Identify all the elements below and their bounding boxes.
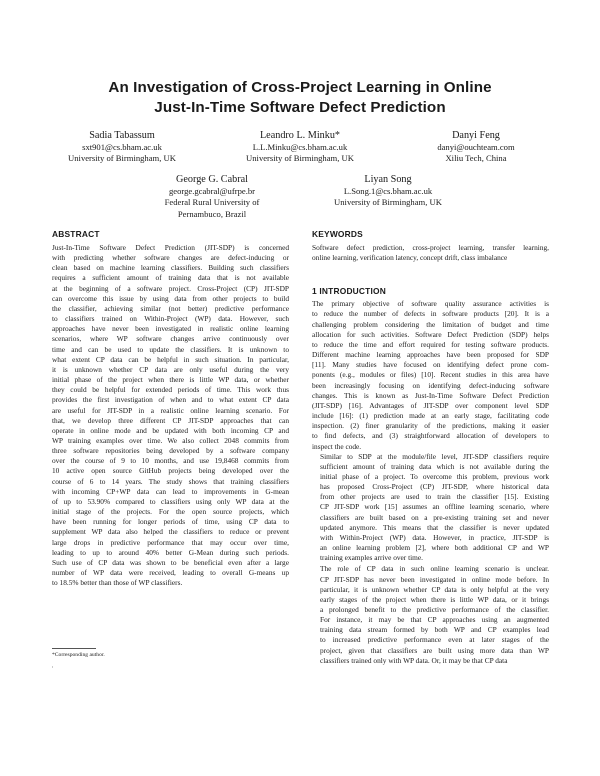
text-line: the classifier, achieving similar (not better) predictive performance <box>52 303 289 313</box>
author-block <box>318 173 458 209</box>
author-affiliation: University of Birmingham, UK <box>68 153 176 164</box>
text-line: Such use of CP data was shown to be beneficial even after a large <box>52 557 289 567</box>
text-line: course of 6 to 14 years. The study shows that training classifiers <box>52 476 289 486</box>
text-line: from other projects are used to train the classifier [15]. Existing <box>320 492 549 502</box>
text-line: initial stage of the projects. For the open source projects, which <box>52 507 289 517</box>
text-line: allocation for such activities. Software Defect Prediction (SDP) helps <box>312 329 549 339</box>
text-line: it is unknown whether CP data are only useful during the very <box>52 364 289 374</box>
text-line: a prolonged benefit to the predictive performance of the classifier. <box>320 605 549 614</box>
text-line: The role of CP data in such online learning scenario is unclear. <box>320 564 549 574</box>
text-line: they could be helpful for extended periods of time. This work thus <box>52 385 289 395</box>
author-email: L.Song.1@cs.bham.ac.uk <box>343 186 433 196</box>
text-line: [11]. Many studies have focused on identifying defect prone com- <box>312 360 549 370</box>
text-line: been increasingly focusing on identifying defect-inducing software <box>312 380 549 390</box>
text-line: include [16]: (1) prediction made at an early stage, facilitating code <box>312 411 549 421</box>
author-block <box>406 129 546 165</box>
introduction-paragraph-3 <box>312 564 549 666</box>
text-line: project, given that classifiers are built using more data than WP <box>320 645 549 655</box>
paper-title <box>40 78 560 118</box>
introduction-heading: 1 INTRODUCTION <box>312 286 386 297</box>
text-line: scenarios, where WP software changes arrive continuously over <box>52 334 289 344</box>
text-line: provides the first investigation of when and to what extent CP data <box>52 395 289 405</box>
text-line: initial phase of a project. To overcome this problem, previous work <box>320 471 549 481</box>
text-line: ponents (e.g., modules or files) [10]. Recent studies in this area have <box>312 370 549 380</box>
text-line: Just-In-Time Software Defect Prediction (JIT-SDP) is concerned <box>52 243 289 252</box>
text-line: with predicting whether software changes are defect-inducing or <box>52 253 289 263</box>
text-line: particular, it is unknown whether CP data is only helpful at the very <box>320 584 549 594</box>
text-line: CP JIT-SDP has never been investigated in online mode before. In <box>320 574 549 584</box>
abstract-section <box>52 229 289 588</box>
text-line: has proposed Cross-Project (CP) JIT-SDP, where historical data <box>320 482 549 492</box>
introduction-paragraph-2 <box>312 452 549 564</box>
author-email: sxt901@cs.bham.ac.uk <box>82 142 162 152</box>
text-line: with incoming CP+WP data can lead to improvements in G-mean <box>52 486 289 496</box>
text-line: The primary objective of software quality assurance activities is <box>312 299 549 309</box>
text-line: CP JIT-SDP work [15] assumes an offline learning scenario, where <box>320 502 549 512</box>
text-line: inspect the code. <box>312 441 362 451</box>
author-affiliation: Federal Rural University of <box>164 197 260 208</box>
text-line: inspection. (2) finer granularity of the predictions, making it easier <box>312 421 549 431</box>
text-line: Similar to SDP at the module/file level, JIT-SDP classifiers require <box>320 451 549 461</box>
text-line: updated anymore. This means that the classifier is never updated <box>320 522 549 532</box>
author-affiliation-cont: Pernambuco, Brazil <box>177 208 247 219</box>
author-block <box>142 173 282 220</box>
text-line: supplement WP data also helped the classifiers to reduce or prevent <box>52 527 289 537</box>
text-line: time and can be used to update the classifiers. It is unknown to <box>52 344 289 354</box>
text-line: requires a sufficient amount of training data that is not available <box>52 273 289 283</box>
author-name: Danyi Feng <box>452 130 500 141</box>
text-line: For instance, it may be that CP approaches using an augmented <box>320 615 549 625</box>
text-line: number of WP data were received, leading to overall G-means up <box>52 568 289 577</box>
keywords-heading: KEYWORDS <box>312 229 363 239</box>
author-name: Leandro L. Minku* <box>259 130 341 141</box>
abstract-heading: ABSTRACT <box>52 229 100 239</box>
text-line: clean based on machine learning classifiers. Building such classifiers <box>52 263 289 273</box>
text-line: classifiers are built based on a pre-existing training set and never <box>320 512 549 522</box>
text-line: what extent CP data can be helpful in such situation. In particular, <box>52 354 289 364</box>
text-line: early stages of the project when there is little WP data, or it brings <box>320 594 549 604</box>
text-line: Software defect prediction, cross-project learning, transfer learning, <box>312 243 549 252</box>
text-line: to increased predictive performance even at later stages of the <box>320 635 549 645</box>
text-line: that, we develop three different CP JIT-SDP approaches that can <box>52 415 289 425</box>
text-line: training data stream formed by both WP and CP examples lead <box>320 625 549 635</box>
text-line: to 18.5% better than those of WP classifiers. <box>52 578 183 588</box>
text-line: at the beginning of a software project. Cross-Project (CP) JIT-SDP <box>52 283 289 293</box>
text-line: Different machine learning approaches have been proposed for SDP <box>312 350 549 360</box>
text-line: changes. This is known as Just-In-Time Software Defect Prediction <box>312 390 549 400</box>
text-line: training examples arrive over time. <box>320 553 423 563</box>
text-line: sufficient amount of training data which is not available during the <box>320 461 549 471</box>
text-line: are useful for JIT-SDP in a realistic online learning scenario. For <box>52 405 289 415</box>
text-line: have been running for longer periods of time, using CP data to <box>52 517 289 527</box>
author-name: Sadia Tabassum <box>89 130 155 141</box>
footnote-mark: ' <box>52 666 54 672</box>
text-line: challenging problem considering the limitation of budget and time <box>312 319 549 329</box>
text-line: to classifiers trained on Within-Project (WP) data. However, such <box>52 314 289 324</box>
text-line: WP training examples over time. We also collect 2048 commits from <box>52 435 289 445</box>
text-line: three software repositories being developed by a software company <box>52 446 289 456</box>
text-line: over the course of 9 to 10 months, and use 19,8468 commits from <box>52 456 289 466</box>
text-line: to reduce the time and effort required for testing software products. <box>312 339 549 349</box>
author-name: George G. Cabral <box>176 174 248 185</box>
author-affiliation: University of Birmingham, UK <box>334 197 442 208</box>
title-line-1: An Investigation of Cross-Project Learning in Online <box>108 79 492 96</box>
text-line: to find defects, and (3) straightforward allocation of developers to <box>312 431 549 441</box>
author-affiliation: Xiliu Tech, China <box>445 153 507 164</box>
introduction-paragraph-1 <box>312 299 549 451</box>
text-line: classifiers trained only with WP data. Or, it may be that CP data <box>320 655 508 665</box>
footnote-corresponding-author: *Corresponding author. <box>52 652 105 658</box>
author-email: danyi@ouchteam.com <box>437 142 515 152</box>
title-line-2: Just-In-Time Software Defect Prediction <box>154 99 446 116</box>
author-name: Liyan Song <box>364 174 412 185</box>
text-line: (JIT-SDP) [16]. Advantages of JIT-SDP over component level SDP <box>312 400 549 410</box>
author-block <box>52 129 192 165</box>
author-affiliation: University of Birmingham, UK <box>246 153 354 164</box>
text-line: can overcome this issue by using data from other projects to build <box>52 293 289 303</box>
text-line: with Within-Project (WP) data. However, in practice, JIT-SDP is <box>320 532 549 542</box>
text-line: operate in online mode and be updated with both incoming CP and <box>52 425 289 435</box>
text-line: an online learning problem [2], where both additional CP and WP <box>320 543 549 553</box>
text-line: online learning, verification latency, concept drift, class imbalance <box>312 253 508 263</box>
text-line: large drops in predictive performance that may occur over time, <box>52 537 289 547</box>
keywords-body <box>312 243 549 263</box>
text-line: to reduce the number of defects in software products [20]. It is a <box>312 309 549 319</box>
text-line: approaches have never been investigated in realistic online learning <box>52 324 289 334</box>
footnote-divider <box>52 648 96 649</box>
text-line: of up to 53.90% compared to classifiers using only WP data at the <box>52 496 289 506</box>
text-line: initial phase of the project when there is little WP data, or whether <box>52 375 289 385</box>
author-email: george.gcabral@ufrpe.br <box>168 186 255 196</box>
text-line: 10 active open source GitHub projects being developed over the <box>52 466 289 476</box>
right-column <box>312 229 549 666</box>
author-block <box>230 129 370 165</box>
text-line: leading to up to around 40% better G-Mean during such periods. <box>52 547 289 557</box>
author-email: L.L.Minku@cs.bham.ac.uk <box>252 142 348 152</box>
abstract-body <box>52 243 289 588</box>
